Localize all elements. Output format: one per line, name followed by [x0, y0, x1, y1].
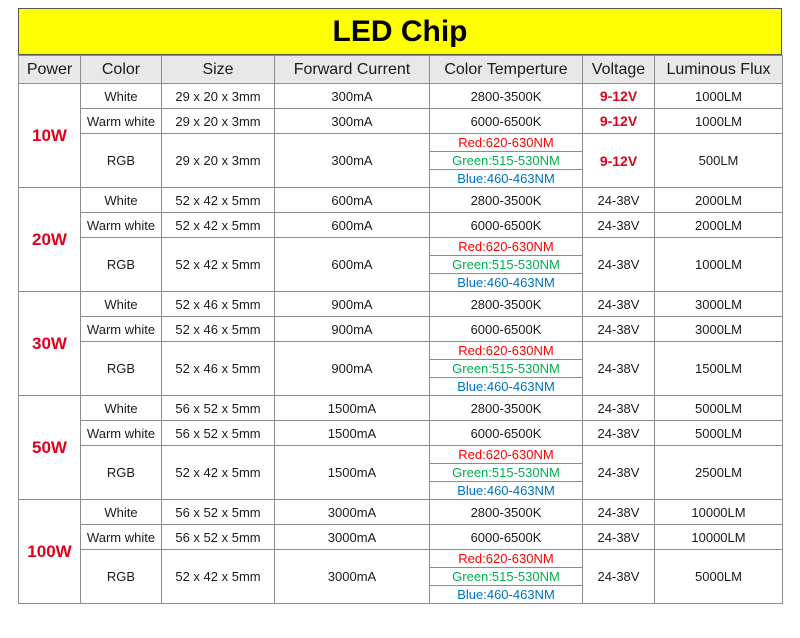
flux-cell: 3000LM	[655, 317, 783, 342]
table-row	[19, 134, 783, 152]
voltage-cell: 24-38V	[583, 188, 655, 213]
current-cell: 600mA	[275, 213, 430, 238]
color-cell: RGB	[81, 238, 162, 292]
size-cell: 52 x 42 x 5mm	[162, 238, 275, 292]
flux-cell: 2000LM	[655, 188, 783, 213]
current-cell: 1500mA	[275, 446, 430, 500]
voltage-cell: 9-12V	[583, 109, 655, 134]
rgb-wavelength-red: Red:620-630NM	[430, 238, 583, 256]
color-cell: Warm white	[81, 109, 162, 134]
table-row	[19, 550, 783, 568]
size-cell: 29 x 20 x 3mm	[162, 109, 275, 134]
table-row	[19, 292, 783, 317]
temp-cell: 2800-3500K	[430, 292, 583, 317]
size-cell: 52 x 46 x 5mm	[162, 317, 275, 342]
flux-cell: 5000LM	[655, 396, 783, 421]
spec-table	[18, 55, 783, 604]
rgb-wavelength-green: Green:515-530NM	[430, 360, 583, 378]
rgb-wavelength-red: Red:620-630NM	[430, 550, 583, 568]
header-color-temperature: Color Temperture	[430, 56, 583, 84]
voltage-cell: 24-38V	[583, 421, 655, 446]
table-row	[19, 421, 783, 446]
color-cell: RGB	[81, 446, 162, 500]
size-cell: 29 x 20 x 3mm	[162, 134, 275, 188]
page-title: LED Chip	[18, 8, 782, 55]
current-cell: 3000mA	[275, 550, 430, 604]
table-row	[19, 238, 783, 256]
flux-cell: 500LM	[655, 134, 783, 188]
table-row	[19, 446, 783, 464]
color-cell: Warm white	[81, 421, 162, 446]
color-cell: White	[81, 396, 162, 421]
current-cell: 900mA	[275, 317, 430, 342]
header-row	[19, 56, 783, 84]
color-cell: White	[81, 188, 162, 213]
header-power: Power	[19, 56, 81, 84]
color-cell: Warm white	[81, 525, 162, 550]
flux-cell: 1000LM	[655, 109, 783, 134]
temp-cell: 6000-6500K	[430, 109, 583, 134]
flux-cell: 10000LM	[655, 500, 783, 525]
rgb-wavelength-green: Green:515-530NM	[430, 152, 583, 170]
current-cell: 300mA	[275, 109, 430, 134]
color-cell: Warm white	[81, 317, 162, 342]
size-cell: 56 x 52 x 5mm	[162, 500, 275, 525]
voltage-cell: 24-38V	[583, 446, 655, 500]
current-cell: 600mA	[275, 188, 430, 213]
header-forward-current: Forward Current	[275, 56, 430, 84]
flux-cell: 2000LM	[655, 213, 783, 238]
power-cell: 20W	[19, 188, 81, 292]
temp-cell: 2800-3500K	[430, 188, 583, 213]
table-row	[19, 317, 783, 342]
power-cell: 10W	[19, 84, 81, 188]
voltage-cell: 24-38V	[583, 550, 655, 604]
rgb-wavelength-blue: Blue:460-463NM	[430, 378, 583, 396]
flux-cell: 3000LM	[655, 292, 783, 317]
voltage-cell: 24-38V	[583, 317, 655, 342]
header-voltage: Voltage	[583, 56, 655, 84]
size-cell: 52 x 46 x 5mm	[162, 292, 275, 317]
flux-cell: 5000LM	[655, 550, 783, 604]
voltage-cell: 9-12V	[583, 84, 655, 109]
current-cell: 900mA	[275, 342, 430, 396]
color-cell: Warm white	[81, 213, 162, 238]
table-row	[19, 188, 783, 213]
power-cell: 100W	[19, 500, 81, 604]
flux-cell: 10000LM	[655, 525, 783, 550]
table-row	[19, 109, 783, 134]
color-cell: RGB	[81, 342, 162, 396]
temp-cell: 6000-6500K	[430, 213, 583, 238]
rgb-wavelength-red: Red:620-630NM	[430, 134, 583, 152]
rgb-wavelength-blue: Blue:460-463NM	[430, 170, 583, 188]
flux-cell: 5000LM	[655, 421, 783, 446]
size-cell: 52 x 42 x 5mm	[162, 213, 275, 238]
flux-cell: 1000LM	[655, 238, 783, 292]
color-cell: RGB	[81, 134, 162, 188]
temp-cell: 6000-6500K	[430, 317, 583, 342]
current-cell: 600mA	[275, 238, 430, 292]
color-cell: RGB	[81, 550, 162, 604]
rgb-wavelength-green: Green:515-530NM	[430, 256, 583, 274]
flux-cell: 1500LM	[655, 342, 783, 396]
voltage-cell: 24-38V	[583, 396, 655, 421]
color-cell: White	[81, 500, 162, 525]
current-cell: 3000mA	[275, 500, 430, 525]
size-cell: 56 x 52 x 5mm	[162, 421, 275, 446]
size-cell: 29 x 20 x 3mm	[162, 84, 275, 109]
color-cell: White	[81, 292, 162, 317]
temp-cell: 2800-3500K	[430, 500, 583, 525]
current-cell: 1500mA	[275, 421, 430, 446]
voltage-cell: 24-38V	[583, 525, 655, 550]
rgb-wavelength-red: Red:620-630NM	[430, 342, 583, 360]
size-cell: 52 x 42 x 5mm	[162, 550, 275, 604]
rgb-wavelength-green: Green:515-530NM	[430, 568, 583, 586]
size-cell: 52 x 42 x 5mm	[162, 188, 275, 213]
rgb-wavelength-blue: Blue:460-463NM	[430, 274, 583, 292]
voltage-cell: 24-38V	[583, 500, 655, 525]
spec-sheet	[18, 8, 782, 604]
flux-cell: 2500LM	[655, 446, 783, 500]
power-cell: 50W	[19, 396, 81, 500]
table-row	[19, 342, 783, 360]
temp-cell: 2800-3500K	[430, 84, 583, 109]
rgb-wavelength-green: Green:515-530NM	[430, 464, 583, 482]
flux-cell: 1000LM	[655, 84, 783, 109]
voltage-cell: 24-38V	[583, 292, 655, 317]
temp-cell: 6000-6500K	[430, 525, 583, 550]
voltage-cell: 24-38V	[583, 238, 655, 292]
temp-cell: 2800-3500K	[430, 396, 583, 421]
header-size: Size	[162, 56, 275, 84]
table-row	[19, 500, 783, 525]
size-cell: 56 x 52 x 5mm	[162, 396, 275, 421]
rgb-wavelength-blue: Blue:460-463NM	[430, 482, 583, 500]
size-cell: 52 x 46 x 5mm	[162, 342, 275, 396]
table-row	[19, 396, 783, 421]
rgb-wavelength-blue: Blue:460-463NM	[430, 586, 583, 604]
current-cell: 300mA	[275, 134, 430, 188]
voltage-cell: 24-38V	[583, 213, 655, 238]
size-cell: 52 x 42 x 5mm	[162, 446, 275, 500]
voltage-cell: 24-38V	[583, 342, 655, 396]
current-cell: 300mA	[275, 84, 430, 109]
table-row	[19, 525, 783, 550]
current-cell: 1500mA	[275, 396, 430, 421]
header-color: Color	[81, 56, 162, 84]
table-row	[19, 213, 783, 238]
voltage-cell: 9-12V	[583, 134, 655, 188]
header-luminous-flux: Luminous Flux	[655, 56, 783, 84]
power-cell: 30W	[19, 292, 81, 396]
current-cell: 3000mA	[275, 525, 430, 550]
table-row	[19, 84, 783, 109]
current-cell: 900mA	[275, 292, 430, 317]
color-cell: White	[81, 84, 162, 109]
size-cell: 56 x 52 x 5mm	[162, 525, 275, 550]
temp-cell: 6000-6500K	[430, 421, 583, 446]
rgb-wavelength-red: Red:620-630NM	[430, 446, 583, 464]
